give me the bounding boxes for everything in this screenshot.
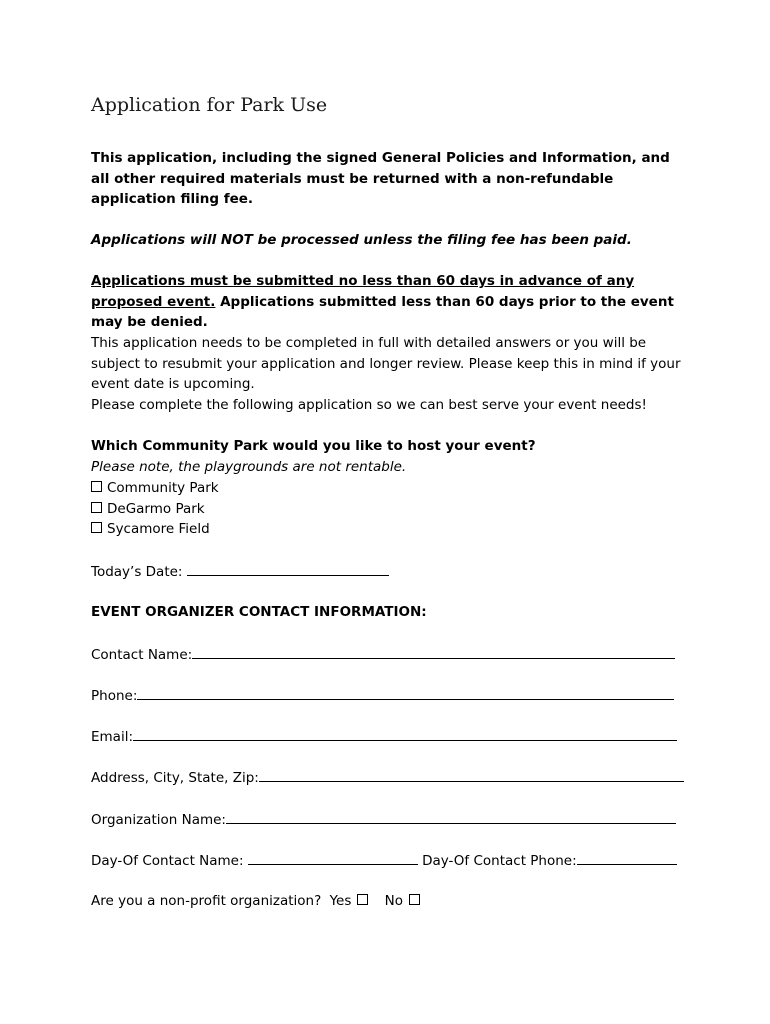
address-label: Address, City, State, Zip: bbox=[91, 770, 259, 786]
park-option-label: Sycamore Field bbox=[107, 521, 210, 537]
park-option-label: DeGarmo Park bbox=[107, 501, 205, 517]
park-option-community[interactable] bbox=[91, 478, 219, 499]
deadline-rest-text: Applications submitted less than 60 days prior to the event may be denied. bbox=[91, 293, 674, 331]
todays-date-label: Today’s Date: bbox=[91, 564, 183, 580]
intro-paragraph: This application, including the signed General Policies and Information, and all other required materials must be returned with a non-refundable application filing fee. bbox=[91, 150, 670, 208]
organization-label: Organization Name: bbox=[91, 812, 226, 828]
park-question-label: Which Community Park would you like to host your event? bbox=[91, 438, 536, 454]
park-option-degarmo[interactable] bbox=[91, 499, 205, 520]
day-of-contact-row bbox=[91, 850, 677, 872]
phone-label: Phone: bbox=[91, 688, 138, 704]
page-title: Application for Park Use bbox=[91, 94, 328, 116]
checkbox[interactable] bbox=[91, 481, 102, 492]
nonprofit-question: Are you a non-profit organization? bbox=[91, 893, 322, 909]
day-of-contact-name-label: Day-Of Contact Name: bbox=[91, 853, 244, 869]
organization-row bbox=[91, 809, 676, 831]
contact-name-row bbox=[91, 644, 675, 666]
park-question-note: Please note, the playgrounds are not rentable. bbox=[91, 459, 407, 475]
nonprofit-yes-label: Yes bbox=[329, 893, 352, 909]
contact-name-label: Contact Name: bbox=[91, 647, 193, 663]
email-label: Email: bbox=[91, 729, 134, 745]
deadline-underlined-text: Applications must be submitted no less than 60 days in advance of any proposed event. bbox=[91, 273, 635, 310]
park-option-label: Community Park bbox=[107, 480, 219, 496]
notice-paragraph: This application needs to be completed in full with detailed answers or you will be subject to resubmit your application and longer review. Please keep this in mind if your event date is upcoming. bbox=[91, 335, 681, 393]
fee-warning: Applications will NOT be processed unless the filing fee has been paid. bbox=[91, 232, 632, 248]
checkbox[interactable] bbox=[91, 502, 102, 513]
organization-field[interactable] bbox=[226, 809, 676, 824]
day-of-contact-phone-field[interactable] bbox=[577, 850, 677, 865]
address-row bbox=[91, 767, 684, 789]
phone-row bbox=[91, 685, 674, 707]
nonprofit-no-label: No bbox=[384, 893, 404, 909]
checkbox[interactable] bbox=[91, 522, 102, 533]
section-heading: EVENT ORGANIZER CONTACT INFORMATION: bbox=[91, 604, 427, 620]
nonprofit-yes-checkbox[interactable] bbox=[357, 894, 368, 905]
todays-date-row bbox=[91, 561, 389, 583]
contact-name-field[interactable] bbox=[192, 644, 675, 659]
nonprofit-no-checkbox[interactable] bbox=[409, 894, 420, 905]
deadline-paragraph bbox=[91, 271, 686, 333]
email-row bbox=[91, 726, 677, 748]
phone-field[interactable] bbox=[137, 685, 674, 700]
day-of-contact-name-field[interactable] bbox=[248, 850, 418, 865]
nonprofit-row bbox=[91, 891, 420, 912]
email-field[interactable] bbox=[133, 726, 677, 741]
todays-date-field[interactable] bbox=[187, 561, 389, 576]
day-of-contact-phone-label: Day-Of Contact Phone: bbox=[422, 853, 577, 869]
fee-warning-text: Applications will NOT be processed unless the filing fee has been paid bbox=[91, 232, 627, 248]
address-field[interactable] bbox=[259, 767, 684, 782]
park-option-sycamore[interactable] bbox=[91, 519, 210, 540]
complete-instruction: Please complete the following application so we can best serve your event needs! bbox=[91, 397, 647, 413]
